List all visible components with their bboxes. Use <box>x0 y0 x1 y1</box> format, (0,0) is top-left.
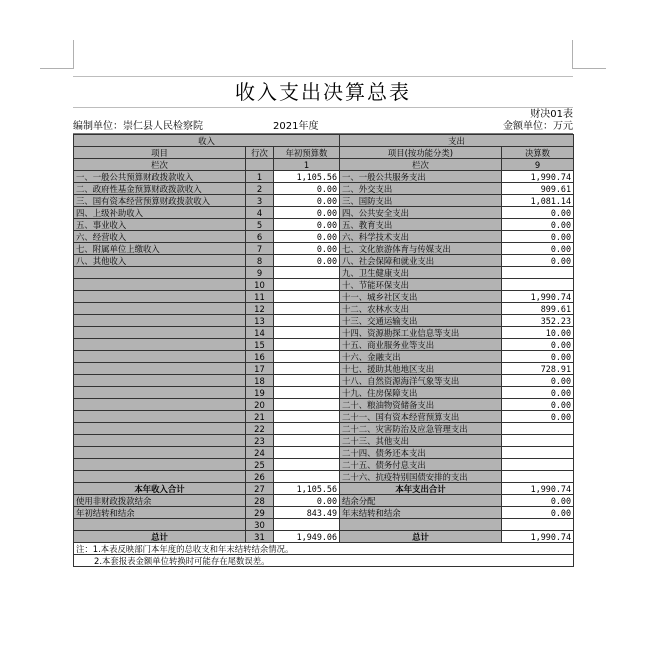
final-cell <box>502 279 574 291</box>
table-row <box>74 363 574 375</box>
budget-cell <box>274 387 340 399</box>
income-item-cell <box>74 351 246 363</box>
summary-expense-label: 本年支出合计 <box>340 483 502 495</box>
line-no-cell: 4 <box>246 207 274 219</box>
table-row <box>74 387 574 399</box>
income-item-cell: 五、事业收入 <box>74 219 246 231</box>
income-item-cell <box>74 315 246 327</box>
corner-mark-tl-v <box>73 40 74 69</box>
column-label-left: 栏次 <box>74 159 246 171</box>
income-item-cell: 二、政府性基金预算财政拨款收入 <box>74 183 246 195</box>
expense-section-header: 支出 <box>340 135 574 147</box>
line-no-cell: 10 <box>246 279 274 291</box>
income-item-cell: 四、上级补助收入 <box>74 207 246 219</box>
final-cell: 0.00 <box>502 231 574 243</box>
unit-label: 金额单位：万元 <box>503 121 573 132</box>
section-header-row <box>74 135 574 147</box>
final-cell <box>502 459 574 471</box>
line-no-cell: 21 <box>246 411 274 423</box>
expense-item-cell: 十三、交通运输支出 <box>340 315 502 327</box>
final-cell: 0.00 <box>502 351 574 363</box>
table-row <box>74 423 574 435</box>
note-row <box>74 555 574 567</box>
expense-item-cell: 四、公共安全支出 <box>340 207 502 219</box>
budget-cell: 0.00 <box>274 219 340 231</box>
income-item-cell: 三、国有资本经营预算财政拨款收入 <box>74 195 246 207</box>
final-cell: 0.00 <box>502 255 574 267</box>
table-row <box>74 447 574 459</box>
budget-cell: 0.00 <box>274 183 340 195</box>
budget-cell: 0.00 <box>274 195 340 207</box>
final-cell: 0.00 <box>502 207 574 219</box>
summary-line-no: 29 <box>246 507 274 519</box>
column-blank <box>246 159 274 171</box>
final-header: 决算数 <box>502 147 574 159</box>
org-label: 编制单位：崇仁县人民检察院 <box>73 121 203 132</box>
expense-item-header: 项目(按功能分类) <box>340 147 502 159</box>
income-item-cell <box>74 303 246 315</box>
budget-cell <box>274 279 340 291</box>
table-row <box>74 255 574 267</box>
summary-budget-value: 1,105.56 <box>274 483 340 495</box>
expense-item-cell: 十一、城乡社区支出 <box>340 291 502 303</box>
expense-item-cell: 二十五、债务付息支出 <box>340 459 502 471</box>
expense-item-cell: 二十二、灾害防治及应急管理支出 <box>340 423 502 435</box>
expense-item-cell: 二十、粮油物资储备支出 <box>340 399 502 411</box>
budget-cell <box>274 267 340 279</box>
note-row <box>74 543 574 555</box>
final-cell: 1,081.14 <box>502 195 574 207</box>
budget-cell <box>274 447 340 459</box>
corner-mark-tr-h <box>572 68 606 69</box>
column-header-row <box>74 147 574 159</box>
income-item-cell <box>74 423 246 435</box>
summary-expense-label: 结余分配 <box>340 495 502 507</box>
budget-cell <box>274 363 340 375</box>
expense-item-cell: 八、社会保障和就业支出 <box>340 255 502 267</box>
income-item-cell: 七、附属单位上缴收入 <box>74 243 246 255</box>
summary-line-no: 31 <box>246 531 274 543</box>
line-no-cell: 22 <box>246 423 274 435</box>
table-row <box>74 411 574 423</box>
income-item-cell: 一、一般公共预算财政拨款收入 <box>74 171 246 183</box>
table-row <box>74 231 574 243</box>
line-no-cell: 25 <box>246 459 274 471</box>
line-no-cell: 20 <box>246 399 274 411</box>
final-cell: 10.00 <box>502 327 574 339</box>
budget-cell <box>274 435 340 447</box>
summary-row <box>74 483 574 495</box>
summary-income-label: 总计 <box>74 531 246 543</box>
corner-mark-tl-h <box>40 68 74 69</box>
line-no-cell: 18 <box>246 375 274 387</box>
summary-budget-value <box>274 519 340 531</box>
expense-item-cell: 十九、住房保障支出 <box>340 387 502 399</box>
final-cell: 0.00 <box>502 243 574 255</box>
final-cell: 0.00 <box>502 411 574 423</box>
summary-expense-label: 年末结转和结余 <box>340 507 502 519</box>
budget-cell <box>274 459 340 471</box>
summary-final-value: 1,990.74 <box>502 531 574 543</box>
line-no-cell: 2 <box>246 183 274 195</box>
line-no-cell: 12 <box>246 303 274 315</box>
income-item-cell <box>74 459 246 471</box>
summary-row <box>74 507 574 519</box>
budget-cell: 0.00 <box>274 243 340 255</box>
line-no-cell: 11 <box>246 291 274 303</box>
summary-income-label: 使用非财政拨款结余 <box>74 495 246 507</box>
line-no-cell: 13 <box>246 315 274 327</box>
line-no-header: 行次 <box>246 147 274 159</box>
budget-cell <box>274 399 340 411</box>
table-row <box>74 267 574 279</box>
summary-table <box>73 134 574 567</box>
expense-item-cell: 六、科学技术支出 <box>340 231 502 243</box>
budget-cell: 1,105.56 <box>274 171 340 183</box>
expense-item-cell: 十六、金融支出 <box>340 351 502 363</box>
table-row <box>74 303 574 315</box>
income-item-cell <box>74 267 246 279</box>
table-row <box>74 207 574 219</box>
summary-final-value: 0.00 <box>502 507 574 519</box>
budget-cell <box>274 375 340 387</box>
table-row <box>74 315 574 327</box>
summary-budget-value: 843.49 <box>274 507 340 519</box>
column-label-right: 栏次 <box>340 159 502 171</box>
income-item-cell <box>74 435 246 447</box>
expense-item-cell: 五、教育支出 <box>340 219 502 231</box>
summary-row <box>74 495 574 507</box>
line-no-cell: 17 <box>246 363 274 375</box>
income-item-cell <box>74 279 246 291</box>
summary-row <box>74 519 574 531</box>
summary-budget-value: 0.00 <box>274 495 340 507</box>
table-row <box>74 471 574 483</box>
final-cell: 0.00 <box>502 375 574 387</box>
budget-cell <box>274 471 340 483</box>
table-row <box>74 219 574 231</box>
column-number-1: 1 <box>274 159 340 171</box>
final-cell: 0.00 <box>502 387 574 399</box>
expense-item-cell: 二十四、债务还本支出 <box>340 447 502 459</box>
income-item-cell <box>74 363 246 375</box>
income-item-header: 项目 <box>74 147 246 159</box>
summary-line-no: 28 <box>246 495 274 507</box>
income-item-cell <box>74 471 246 483</box>
expense-item-cell: 十七、援助其他地区支出 <box>340 363 502 375</box>
expense-item-cell: 一、一般公共服务支出 <box>340 171 502 183</box>
budget-cell: 0.00 <box>274 255 340 267</box>
line-no-cell: 7 <box>246 243 274 255</box>
table-row <box>74 375 574 387</box>
final-cell <box>502 471 574 483</box>
table-row <box>74 183 574 195</box>
table-row <box>74 171 574 183</box>
income-item-cell: 六、经营收入 <box>74 231 246 243</box>
expense-item-cell: 三、国防支出 <box>340 195 502 207</box>
line-no-cell: 8 <box>246 255 274 267</box>
final-cell: 1,990.74 <box>502 171 574 183</box>
budget-cell <box>274 303 340 315</box>
final-cell: 0.00 <box>502 219 574 231</box>
line-no-cell: 23 <box>246 435 274 447</box>
summary-line-no: 27 <box>246 483 274 495</box>
table-row <box>74 243 574 255</box>
line-no-cell: 19 <box>246 387 274 399</box>
summary-expense-label: 总计 <box>340 531 502 543</box>
table-row <box>74 351 574 363</box>
income-item-cell <box>74 399 246 411</box>
summary-final-value <box>502 519 574 531</box>
summary-final-value: 0.00 <box>502 495 574 507</box>
final-cell: 352.23 <box>502 315 574 327</box>
expense-item-cell: 二、外交支出 <box>340 183 502 195</box>
final-cell: 909.61 <box>502 183 574 195</box>
income-item-cell <box>74 447 246 459</box>
income-item-cell <box>74 387 246 399</box>
corner-mark-tr-v <box>572 40 573 69</box>
summary-line-no: 30 <box>246 519 274 531</box>
table-row <box>74 327 574 339</box>
line-no-cell: 16 <box>246 351 274 363</box>
expense-item-cell: 十四、资源勘探工业信息等支出 <box>340 327 502 339</box>
final-cell <box>502 447 574 459</box>
form-code: 财决01表 <box>530 109 573 120</box>
income-section-header: 收入 <box>74 135 340 147</box>
line-no-cell: 5 <box>246 219 274 231</box>
line-no-cell: 9 <box>246 267 274 279</box>
line-no-cell: 26 <box>246 471 274 483</box>
budget-cell <box>274 351 340 363</box>
expense-item-cell: 二十三、其他支出 <box>340 435 502 447</box>
year-label: 2021年度 <box>273 121 319 132</box>
column-number-row <box>74 159 574 171</box>
budget-cell: 0.00 <box>274 231 340 243</box>
budget-cell: 0.00 <box>274 207 340 219</box>
final-cell: 728.91 <box>502 363 574 375</box>
expense-item-cell: 十、节能环保支出 <box>340 279 502 291</box>
summary-final-value: 1,990.74 <box>502 483 574 495</box>
expense-item-cell: 七、文化旅游体育与传媒支出 <box>340 243 502 255</box>
line-no-cell: 6 <box>246 231 274 243</box>
budget-cell <box>274 315 340 327</box>
final-cell <box>502 267 574 279</box>
expense-item-cell: 十八、自然资源海洋气象等支出 <box>340 375 502 387</box>
expense-item-cell: 二十六、抗疫特别国债安排的支出 <box>340 471 502 483</box>
report-meta <box>73 121 573 134</box>
income-item-cell <box>74 411 246 423</box>
final-cell <box>502 423 574 435</box>
report-page <box>73 76 573 567</box>
summary-income-label: 年初结转和结余 <box>74 507 246 519</box>
table-row <box>74 399 574 411</box>
budget-cell <box>274 423 340 435</box>
final-cell: 899.61 <box>502 303 574 315</box>
summary-income-label <box>74 519 246 531</box>
budget-header: 年初预算数 <box>274 147 340 159</box>
budget-cell <box>274 411 340 423</box>
line-no-cell: 15 <box>246 339 274 351</box>
expense-item-cell: 九、卫生健康支出 <box>340 267 502 279</box>
note-text: 注：1.本表反映部门本年度的总收支和年末结转结余情况。 <box>74 543 574 555</box>
expense-item-cell: 二十一、国有资本经营预算支出 <box>340 411 502 423</box>
income-item-cell <box>74 375 246 387</box>
summary-row <box>74 531 574 543</box>
final-cell <box>502 435 574 447</box>
table-row <box>74 459 574 471</box>
summary-expense-label <box>340 519 502 531</box>
income-item-cell <box>74 327 246 339</box>
table-row <box>74 195 574 207</box>
income-item-cell <box>74 291 246 303</box>
final-cell: 0.00 <box>502 399 574 411</box>
final-cell: 0.00 <box>502 339 574 351</box>
line-no-cell: 24 <box>246 447 274 459</box>
table-row <box>74 339 574 351</box>
note-text: 2.本套报表金额单位转换时可能存在尾数误差。 <box>74 555 574 567</box>
budget-cell <box>274 339 340 351</box>
table-row <box>74 279 574 291</box>
budget-cell <box>274 327 340 339</box>
table-row <box>74 435 574 447</box>
column-number-9: 9 <box>502 159 574 171</box>
expense-item-cell: 十五、商业服务业等支出 <box>340 339 502 351</box>
report-title: 收入支出决算总表 <box>73 76 573 108</box>
table-row <box>74 291 574 303</box>
summary-income-label: 本年收入合计 <box>74 483 246 495</box>
budget-cell <box>274 291 340 303</box>
income-item-cell <box>74 339 246 351</box>
line-no-cell: 1 <box>246 171 274 183</box>
summary-budget-value: 1,949.06 <box>274 531 340 543</box>
income-item-cell: 八、其他收入 <box>74 255 246 267</box>
expense-item-cell: 十二、农林水支出 <box>340 303 502 315</box>
line-no-cell: 14 <box>246 327 274 339</box>
final-cell: 1,990.74 <box>502 291 574 303</box>
line-no-cell: 3 <box>246 195 274 207</box>
